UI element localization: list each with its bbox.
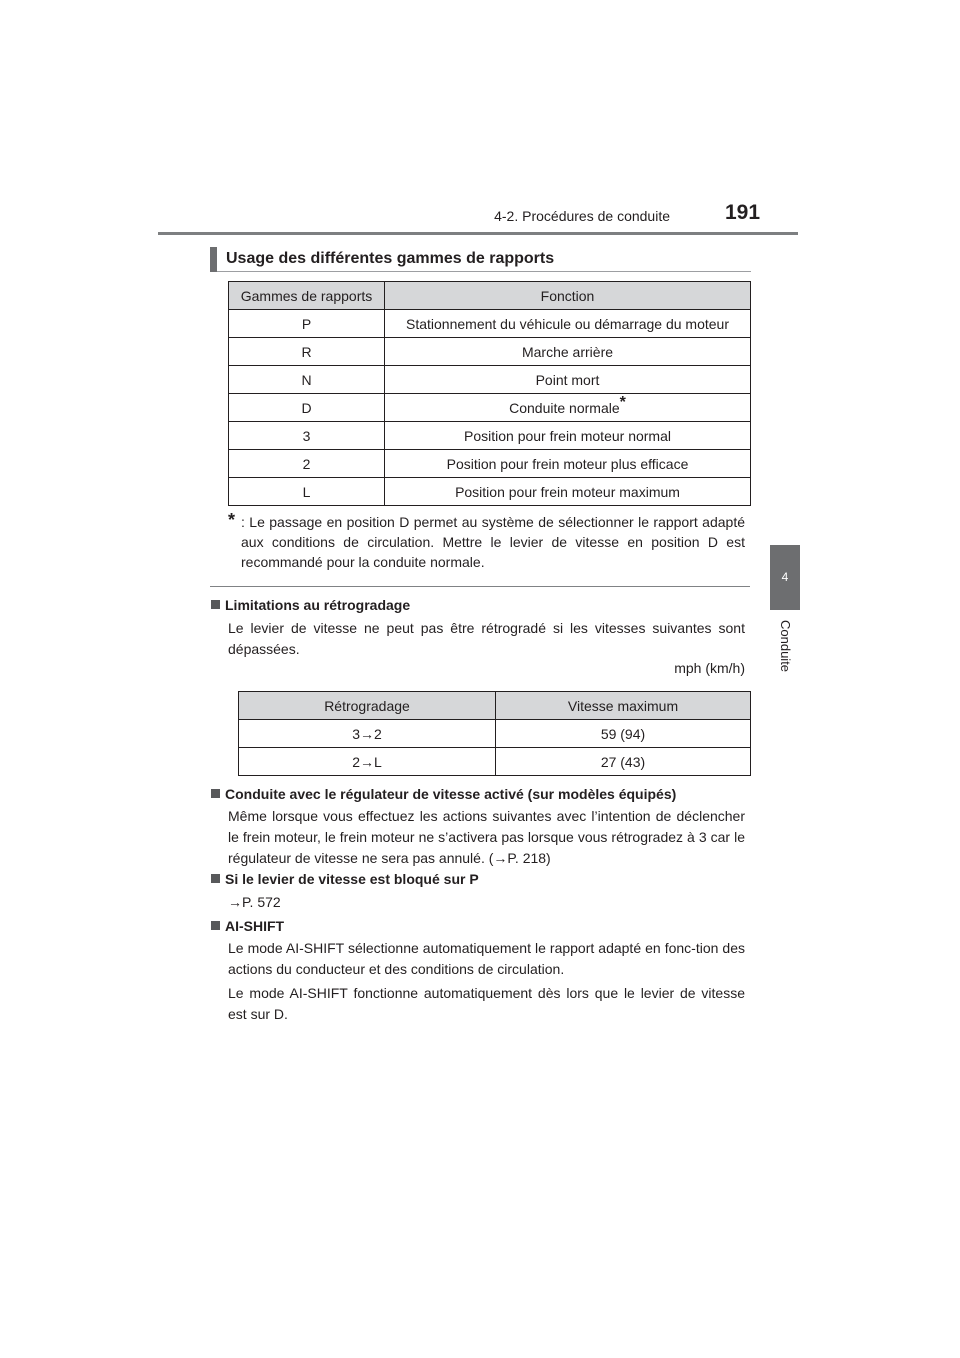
- paragraph-limitations: Le levier de vitesse ne peut pas être rétrogradé si les vitesses suivantes sont dépassées.: [228, 620, 745, 657]
- table-cell-downshift: 3→2: [239, 720, 496, 748]
- square-bullet-icon: [211, 789, 220, 798]
- subheading-text: Conduite avec le régulateur de vitesse activé (sur modèles équipés): [225, 786, 677, 802]
- table-header-row: [239, 692, 751, 720]
- table-row: [229, 394, 751, 422]
- table-cell-range: L: [229, 478, 385, 506]
- subheading-cruise-control: [211, 786, 676, 802]
- table-cell-range: R: [229, 338, 385, 366]
- table-row: [229, 338, 751, 366]
- subheading-text: AI-SHIFT: [225, 918, 285, 934]
- downshift-speed-table: [238, 691, 751, 776]
- subheading-text: Si le levier de vitesse est bloqué sur P: [225, 871, 479, 887]
- paragraph-ai-shift-2: Le mode AI-SHIFT fonctionne automatiquement dès lors que le levier de vitesse est sur D.: [228, 985, 745, 1022]
- chapter-label: [771, 620, 799, 680]
- table-row: [229, 478, 751, 506]
- paragraph-lever-locked: →P. 572: [228, 894, 281, 910]
- subheading-lever-locked: [211, 871, 479, 887]
- table-cell-max-speed: 59 (94): [496, 720, 751, 748]
- paragraph-cruise-control: Même lorsque vous effectuez les actions suivantes avec l’intention de déclencher le frein moteur, le frein moteur ne s’activera pas lorsque vous rétrogradez à 3 car le régulateur de vitesse ne sera pas annulé. (→P. 218): [228, 808, 745, 866]
- section-divider: [210, 586, 750, 587]
- table-cell-range: 2: [229, 450, 385, 478]
- table-row: [239, 748, 751, 776]
- chapter-label-text: Conduite: [778, 620, 793, 673]
- gear-range-table: [228, 281, 751, 506]
- table-cell-range: D: [229, 394, 385, 422]
- table-cell-range: N: [229, 366, 385, 394]
- paragraph-ai-shift-1: Le mode AI-SHIFT sélectionne automatiquement le rapport adapté en fonc-tion des actions du conducteur et des conditions de circulation.: [228, 940, 745, 977]
- heading-underline: [217, 271, 751, 272]
- square-bullet-icon: [211, 874, 220, 883]
- header-rule: [158, 232, 798, 235]
- subheading-ai-shift: [211, 918, 284, 934]
- footnote-text: : Le passage en position D permet au système de sélectionner le rapport adapté aux conditions de circulation. Mettre le levier de vitesse en position D est recommandé pour la conduite normale.: [241, 514, 745, 570]
- chapter-tab: 4: [770, 545, 800, 610]
- table-row: [229, 366, 751, 394]
- table-cell-function: Position pour frein moteur plus efficace: [385, 450, 751, 478]
- unit-label: mph (km/h): [674, 660, 745, 676]
- heading-text: Usage des différentes gammes de rapports: [226, 250, 555, 267]
- table-cell-function: Stationnement du véhicule ou démarrage du moteur: [385, 310, 751, 338]
- table-cell-range: P: [229, 310, 385, 338]
- function-text: Conduite normale: [509, 399, 620, 416]
- table-cell-downshift: 2→L: [239, 748, 496, 776]
- table-header-cell: Rétrogradage: [239, 692, 496, 720]
- table-row: [229, 422, 751, 450]
- footnote: [228, 512, 745, 572]
- section-heading: [210, 247, 751, 272]
- table-header-row: [229, 282, 751, 310]
- table-header-cell: Fonction: [385, 282, 751, 310]
- table-cell-function: Position pour frein moteur normal: [385, 422, 751, 450]
- table-cell-function: [385, 394, 751, 422]
- table-header-cell: Gammes de rapports: [229, 282, 385, 310]
- table-cell-function: Point mort: [385, 366, 751, 394]
- table-header-cell: Vitesse maximum: [496, 692, 751, 720]
- heading-bar: [210, 247, 217, 272]
- subheading-text: Limitations au rétrogradage: [225, 597, 411, 613]
- square-bullet-icon: [211, 600, 220, 609]
- table-cell-max-speed: 27 (43): [496, 748, 751, 776]
- subheading-limitations: [211, 597, 410, 613]
- page-number: 191: [725, 201, 761, 224]
- square-bullet-icon: [211, 921, 220, 930]
- table-row: [229, 310, 751, 338]
- table-cell-function: Marche arrière: [385, 338, 751, 366]
- table-row: [239, 720, 751, 748]
- running-header-section: 4-2. Procédures de conduite: [494, 208, 670, 224]
- footnote-ref: *: [619, 393, 626, 411]
- table-cell-range: 3: [229, 422, 385, 450]
- table-row: [229, 450, 751, 478]
- footnote-mark: *: [228, 510, 236, 530]
- table-cell-function: Position pour frein moteur maximum: [385, 478, 751, 506]
